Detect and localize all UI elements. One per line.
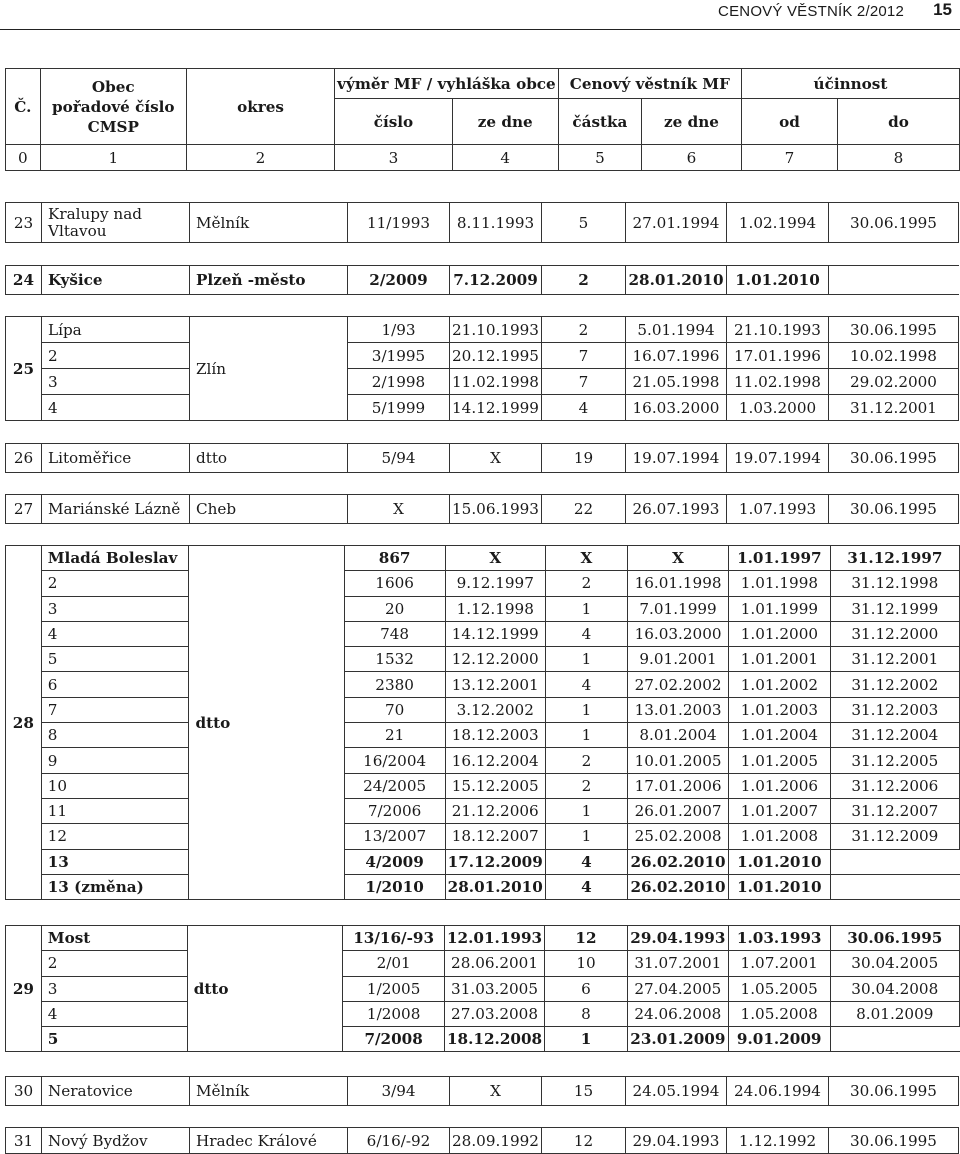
cell-ze-dne: 20.12.1995 <box>450 343 542 369</box>
cell-vestnik-ze-dne: 24.06.2008 <box>627 1001 728 1026</box>
row-number: 25 <box>6 317 42 421</box>
table-row <box>6 976 960 1001</box>
cell-ucinnost-do: 30.06.1995 <box>829 444 959 473</box>
group-table-24 <box>5 265 959 295</box>
cell-castka: 1 <box>545 697 627 722</box>
table-row <box>6 444 959 473</box>
cell-cislo: 2/2009 <box>348 266 450 295</box>
header-cmsp-label: CMSP <box>87 117 139 136</box>
cell-cislo: 13/2007 <box>344 824 445 849</box>
cell-ucinnost-do: 29.02.2000 <box>829 369 959 395</box>
cell-obec: 4 <box>41 621 189 646</box>
row-number: 27 <box>6 495 42 524</box>
cell-vestnik-ze-dne: 27.04.2005 <box>627 976 728 1001</box>
cell-obec: 11 <box>41 798 189 823</box>
cell-ucinnost-od: 1.01.2010 <box>729 849 831 874</box>
cell-ucinnost-od: 9.01.2009 <box>728 1027 830 1052</box>
cell-ucinnost-od: 1.01.2010 <box>727 266 829 295</box>
cell-cislo: 4/2009 <box>344 849 445 874</box>
cell-ze-dne: X <box>450 444 542 473</box>
cell-ucinnost-do: 31.12.1997 <box>830 546 959 571</box>
table-row <box>6 951 960 976</box>
cell-cislo: 2380 <box>344 672 445 697</box>
cell-cislo: 16/2004 <box>344 748 445 773</box>
cell-castka: 2 <box>545 571 627 596</box>
cell-ucinnost-od: 1.01.1997 <box>729 546 831 571</box>
cell-ze-dne: 15.12.2005 <box>445 773 545 798</box>
column-number: 3 <box>335 145 453 171</box>
cell-ucinnost-do: 30.06.1995 <box>829 1077 959 1106</box>
cell-ucinnost-od: 1.02.1994 <box>727 203 829 243</box>
group-table-29 <box>5 925 960 1052</box>
cell-ucinnost-do: 31.12.1999 <box>830 596 959 621</box>
column-number: 1 <box>40 145 186 171</box>
group-table-30 <box>5 1076 959 1106</box>
cell-cislo: 11/1993 <box>348 203 450 243</box>
cell-obec: Kyšice <box>42 266 190 295</box>
cell-ze-dne: 13.12.2001 <box>445 672 545 697</box>
cell-cislo: X <box>348 495 450 524</box>
cell-ucinnost-do <box>830 874 959 899</box>
cell-ze-dne: X <box>445 546 545 571</box>
cell-ze-dne: 9.12.1997 <box>445 571 545 596</box>
cell-ucinnost-do: 8.01.2009 <box>830 1001 959 1026</box>
header-castka: částka <box>558 99 641 145</box>
cell-ze-dne: 8.11.1993 <box>450 203 542 243</box>
cell-ucinnost-do: 31.12.2006 <box>830 773 959 798</box>
table-row <box>6 343 959 369</box>
cell-obec: 2 <box>41 571 189 596</box>
cell-ucinnost-do: 31.12.2004 <box>830 723 959 748</box>
cell-obec: 2 <box>42 343 190 369</box>
cell-obec: Lípa <box>42 317 190 343</box>
cell-ucinnost-od: 1.01.2002 <box>729 672 831 697</box>
cell-ucinnost-od: 17.01.1996 <box>727 343 829 369</box>
header-ucinnost: účinnost <box>741 69 959 99</box>
row-number: 26 <box>6 444 42 473</box>
cell-obec: 2 <box>41 951 187 976</box>
column-number: 7 <box>741 145 837 171</box>
cell-ze-dne: 18.12.2008 <box>444 1027 544 1052</box>
cell-castka: 1 <box>545 723 627 748</box>
header-od: od <box>741 99 837 145</box>
cell-vestnik-ze-dne: 24.05.1994 <box>626 1077 727 1106</box>
table-row <box>6 773 960 798</box>
cell-vestnik-ze-dne: 26.07.1993 <box>626 495 727 524</box>
cell-vestnik-ze-dne: 29.04.1993 <box>627 926 728 951</box>
cell-castka: 1 <box>545 596 627 621</box>
cell-castka: 7 <box>542 343 626 369</box>
cell-ucinnost-od: 1.03.1993 <box>728 926 830 951</box>
table-row <box>6 697 960 722</box>
cell-vestnik-ze-dne: 23.01.2009 <box>627 1027 728 1052</box>
cell-cislo: 2/01 <box>343 951 445 976</box>
column-number: 8 <box>838 145 960 171</box>
cell-okres: Mělník <box>190 1077 348 1106</box>
cell-vestnik-ze-dne: 9.01.2001 <box>628 647 729 672</box>
cell-cislo: 20 <box>344 596 445 621</box>
cell-cislo: 1/2010 <box>344 874 445 899</box>
cell-ucinnost-do: 30.06.1995 <box>829 203 959 243</box>
cell-ucinnost-od: 19.07.1994 <box>727 444 829 473</box>
cell-ucinnost-od: 1.01.2010 <box>729 874 831 899</box>
cell-castka: 10 <box>545 951 628 976</box>
cell-castka: 1 <box>545 798 627 823</box>
cell-ucinnost-od: 1.01.1998 <box>729 571 831 596</box>
table-row <box>6 849 960 874</box>
table-row <box>6 723 960 748</box>
cell-castka: 4 <box>545 849 627 874</box>
cell-castka: 6 <box>545 976 628 1001</box>
header-vestnik-ze-dne: ze dne <box>642 99 742 145</box>
cell-obec: 4 <box>42 395 190 421</box>
cell-ze-dne: 27.03.2008 <box>444 1001 544 1026</box>
cell-ucinnost-do: 30.06.1995 <box>830 926 959 951</box>
table-row <box>6 571 960 596</box>
cell-vestnik-ze-dne: 16.01.1998 <box>628 571 729 596</box>
cell-ucinnost-do <box>830 1027 959 1052</box>
cell-obec: 9 <box>41 748 189 773</box>
cell-cislo: 5/1999 <box>348 395 450 421</box>
table-row <box>6 874 960 899</box>
table-row <box>6 1077 959 1106</box>
cell-cislo: 867 <box>344 546 445 571</box>
cell-vestnik-ze-dne: 16.03.2000 <box>626 395 727 421</box>
cell-ucinnost-do: 31.12.2001 <box>830 647 959 672</box>
cell-castka: 12 <box>542 1128 626 1154</box>
page-number: 15 <box>933 0 952 19</box>
cell-obec: Most <box>41 926 187 951</box>
cell-ze-dne: 12.12.2000 <box>445 647 545 672</box>
cell-vestnik-ze-dne: 19.07.1994 <box>626 444 727 473</box>
cell-ucinnost-od: 1.01.2006 <box>729 773 831 798</box>
header-okres: okres <box>186 69 334 145</box>
cell-ucinnost-od: 21.10.1993 <box>727 317 829 343</box>
cell-ze-dne: 17.12.2009 <box>445 849 545 874</box>
header-c-no: Č. <box>6 69 41 145</box>
cell-ucinnost-od: 1.01.2008 <box>729 824 831 849</box>
cell-ze-dne: X <box>450 1077 542 1106</box>
cell-obec: Neratovice <box>42 1077 190 1106</box>
header-cislo: číslo <box>335 99 453 145</box>
row-number: 23 <box>6 203 42 243</box>
header-poradove-label: pořadové číslo <box>51 97 175 116</box>
cell-cislo: 13/16/-93 <box>343 926 445 951</box>
cell-ucinnost-od: 1.01.2003 <box>729 697 831 722</box>
cell-castka: 12 <box>545 926 628 951</box>
cell-vestnik-ze-dne: X <box>628 546 729 571</box>
cell-cislo: 3/94 <box>348 1077 450 1106</box>
cell-vestnik-ze-dne: 31.07.2001 <box>627 951 728 976</box>
cell-vestnik-ze-dne: 27.02.2002 <box>628 672 729 697</box>
table-row <box>6 395 959 421</box>
cell-ucinnost-od: 1.05.2008 <box>728 1001 830 1026</box>
cell-obec: Nový Bydžov <box>42 1128 190 1154</box>
cell-obec: 5 <box>41 647 189 672</box>
cell-ze-dne: 14.12.1999 <box>445 621 545 646</box>
cell-ucinnost-do: 30.06.1995 <box>829 1128 959 1154</box>
cell-vestnik-ze-dne: 16.07.1996 <box>626 343 727 369</box>
column-number: 0 <box>6 145 41 171</box>
cell-ucinnost-od: 1.07.1993 <box>727 495 829 524</box>
cell-castka: 2 <box>542 317 626 343</box>
cell-cislo: 2/1998 <box>348 369 450 395</box>
cell-ze-dne: 21.10.1993 <box>450 317 542 343</box>
cell-okres: Cheb <box>190 495 348 524</box>
cell-vestnik-ze-dne: 28.01.2010 <box>626 266 727 295</box>
cell-ze-dne: 3.12.2002 <box>445 697 545 722</box>
cell-vestnik-ze-dne: 7.01.1999 <box>628 596 729 621</box>
table-row <box>6 647 960 672</box>
cell-ucinnost-do: 30.06.1995 <box>829 317 959 343</box>
cell-ucinnost-od: 1.01.2001 <box>729 647 831 672</box>
cell-vestnik-ze-dne: 17.01.2006 <box>628 773 729 798</box>
cell-ucinnost-do: 31.12.2005 <box>830 748 959 773</box>
header-obec-label: Obec <box>91 77 135 96</box>
cell-ze-dne: 28.01.2010 <box>445 874 545 899</box>
header-vestnik: Cenový věstník MF <box>558 69 741 99</box>
cell-obec: 6 <box>41 672 189 697</box>
cell-okres: Mělník <box>190 203 348 243</box>
cell-obec: 3 <box>41 596 189 621</box>
cell-vestnik-ze-dne: 13.01.2003 <box>628 697 729 722</box>
cell-vestnik-ze-dne: 8.01.2004 <box>628 723 729 748</box>
row-number: 28 <box>6 546 42 900</box>
cell-ucinnost-do: 31.12.2000 <box>830 621 959 646</box>
cell-cislo: 7/2008 <box>343 1027 445 1052</box>
cell-vestnik-ze-dne: 27.01.1994 <box>626 203 727 243</box>
cell-obec: 3 <box>42 369 190 395</box>
cell-vestnik-ze-dne: 26.02.2010 <box>628 874 729 899</box>
cell-ucinnost-do <box>829 266 959 295</box>
cell-vestnik-ze-dne: 26.02.2010 <box>628 849 729 874</box>
row-number: 30 <box>6 1077 42 1106</box>
cell-ucinnost-do: 30.06.1995 <box>829 495 959 524</box>
header-vymer: výměr MF / vyhláška obce <box>335 69 559 99</box>
table-row <box>6 369 959 395</box>
cell-vestnik-ze-dne: 21.05.1998 <box>626 369 727 395</box>
cell-cislo: 7/2006 <box>344 798 445 823</box>
cell-cislo: 3/1995 <box>348 343 450 369</box>
cell-castka: 4 <box>545 672 627 697</box>
cell-ze-dne: 28.06.2001 <box>444 951 544 976</box>
table-row <box>6 926 960 951</box>
cell-ucinnost-do: 31.12.2007 <box>830 798 959 823</box>
cell-castka: 4 <box>545 621 627 646</box>
cell-castka: 22 <box>542 495 626 524</box>
cell-ucinnost-od: 1.01.2007 <box>729 798 831 823</box>
cell-cislo: 6/16/-92 <box>348 1128 450 1154</box>
cell-ucinnost-do: 31.12.1998 <box>830 571 959 596</box>
cell-obec: 7 <box>41 697 189 722</box>
table-row <box>6 621 960 646</box>
cell-ucinnost-do: 31.12.2003 <box>830 697 959 722</box>
cell-ze-dne: 18.12.2003 <box>445 723 545 748</box>
cell-ucinnost-od: 1.12.1992 <box>727 1128 829 1154</box>
cell-ucinnost-do: 31.12.2002 <box>830 672 959 697</box>
cell-obec: 13 (změna) <box>41 874 189 899</box>
cell-castka: 8 <box>545 1001 628 1026</box>
cell-ucinnost-od: 24.06.1994 <box>727 1077 829 1106</box>
cell-obec: 4 <box>41 1001 187 1026</box>
cell-okres: Hradec Králové <box>190 1128 348 1154</box>
cell-castka: 2 <box>545 748 627 773</box>
cell-obec: 13 <box>41 849 189 874</box>
cell-cislo: 1532 <box>344 647 445 672</box>
group-table-23 <box>5 202 959 243</box>
cell-castka: X <box>545 546 627 571</box>
cell-castka: 1 <box>545 1027 628 1052</box>
cell-ucinnost-od: 1.01.2000 <box>729 621 831 646</box>
cell-cislo: 21 <box>344 723 445 748</box>
cell-vestnik-ze-dne: 25.02.2008 <box>628 824 729 849</box>
cell-ucinnost-od: 11.02.1998 <box>727 369 829 395</box>
row-number: 24 <box>6 266 42 295</box>
cell-ze-dne: 15.06.1993 <box>450 495 542 524</box>
cell-ucinnost-od: 1.05.2005 <box>728 976 830 1001</box>
table-row <box>6 798 960 823</box>
table-row <box>6 596 960 621</box>
cell-ucinnost-od: 1.01.1999 <box>729 596 831 621</box>
cell-castka: 15 <box>542 1077 626 1106</box>
cell-ucinnost-do: 30.04.2005 <box>830 951 959 976</box>
cell-ucinnost-do: 10.02.1998 <box>829 343 959 369</box>
cell-castka: 7 <box>542 369 626 395</box>
group-table-28 <box>5 545 960 900</box>
cell-cislo: 1/2005 <box>343 976 445 1001</box>
cell-cislo: 5/94 <box>348 444 450 473</box>
cell-ze-dne: 16.12.2004 <box>445 748 545 773</box>
header-do: do <box>838 99 960 145</box>
table-row <box>6 203 959 243</box>
cell-cislo: 1606 <box>344 571 445 596</box>
cell-ze-dne: 14.12.1999 <box>450 395 542 421</box>
cell-obec: 5 <box>41 1027 187 1052</box>
cell-castka: 2 <box>542 266 626 295</box>
cell-ze-dne: 21.12.2006 <box>445 798 545 823</box>
cell-cislo: 24/2005 <box>344 773 445 798</box>
cell-ucinnost-do: 31.12.2009 <box>830 824 959 849</box>
column-number: 4 <box>452 145 558 171</box>
cell-cislo: 1/93 <box>348 317 450 343</box>
cell-castka: 1 <box>545 647 627 672</box>
cell-ze-dne: 31.03.2005 <box>444 976 544 1001</box>
cell-vestnik-ze-dne: 10.01.2005 <box>628 748 729 773</box>
cell-castka: 4 <box>545 874 627 899</box>
cell-ucinnost-do <box>830 849 959 874</box>
journal-title: CENOVÝ VĚSTNÍK 2/2012 <box>718 3 904 20</box>
table-row <box>6 266 959 295</box>
cell-ze-dne: 18.12.2007 <box>445 824 545 849</box>
cell-obec: Litoměřice <box>42 444 190 473</box>
cell-ze-dne: 7.12.2009 <box>450 266 542 295</box>
cell-ucinnost-od: 1.03.2000 <box>727 395 829 421</box>
column-number: 6 <box>642 145 742 171</box>
cell-ze-dne: 12.01.1993 <box>444 926 544 951</box>
group-table-27 <box>5 494 959 524</box>
table-row <box>6 495 959 524</box>
cell-vestnik-ze-dne: 16.03.2000 <box>628 621 729 646</box>
cell-vestnik-ze-dne: 29.04.1993 <box>626 1128 727 1154</box>
cell-ucinnost-od: 1.01.2005 <box>729 748 831 773</box>
cell-obec: Kralupy nad Vltavou <box>42 203 190 243</box>
column-number: 5 <box>558 145 641 171</box>
cell-obec: Mariánské Lázně <box>42 495 190 524</box>
cell-okres: Zlín <box>190 317 348 421</box>
cell-obec: 8 <box>41 723 189 748</box>
cell-okres: dtto <box>189 546 344 900</box>
cell-castka: 19 <box>542 444 626 473</box>
cell-obec: 3 <box>41 976 187 1001</box>
cell-okres: dtto <box>190 444 348 473</box>
cell-ze-dne: 28.09.1992 <box>450 1128 542 1154</box>
cell-ucinnost-do: 30.04.2008 <box>830 976 959 1001</box>
table-row <box>6 1027 960 1052</box>
cell-ucinnost-od: 1.01.2004 <box>729 723 831 748</box>
cell-vestnik-ze-dne: 5.01.1994 <box>626 317 727 343</box>
cell-okres: Plzeň -město <box>190 266 348 295</box>
header-ze-dne: ze dne <box>452 99 558 145</box>
cell-castka: 5 <box>542 203 626 243</box>
table-row <box>6 1001 960 1026</box>
cell-obec: 12 <box>41 824 189 849</box>
column-number: 2 <box>186 145 334 171</box>
cell-cislo: 748 <box>344 621 445 646</box>
table-row <box>6 672 960 697</box>
cell-ucinnost-od: 1.07.2001 <box>728 951 830 976</box>
cell-castka: 4 <box>542 395 626 421</box>
cell-cislo: 70 <box>344 697 445 722</box>
table-row <box>6 748 960 773</box>
cell-obec: Mladá Boleslav <box>41 546 189 571</box>
row-number: 29 <box>6 926 42 1052</box>
table-row <box>6 317 959 343</box>
cell-ze-dne: 1.12.1998 <box>445 596 545 621</box>
table-row <box>6 1128 959 1154</box>
group-table-31 <box>5 1127 959 1154</box>
cell-okres: dtto <box>187 926 343 1052</box>
table-row <box>6 546 960 571</box>
group-table-25 <box>5 316 959 421</box>
cell-cislo: 1/2008 <box>343 1001 445 1026</box>
row-number: 31 <box>6 1128 42 1154</box>
cell-obec: 10 <box>41 773 189 798</box>
cell-vestnik-ze-dne: 26.01.2007 <box>628 798 729 823</box>
table-row <box>6 824 960 849</box>
cell-castka: 2 <box>545 773 627 798</box>
cell-ucinnost-do: 31.12.2001 <box>829 395 959 421</box>
cell-ze-dne: 11.02.1998 <box>450 369 542 395</box>
group-table-26 <box>5 443 959 473</box>
cell-castka: 1 <box>545 824 627 849</box>
